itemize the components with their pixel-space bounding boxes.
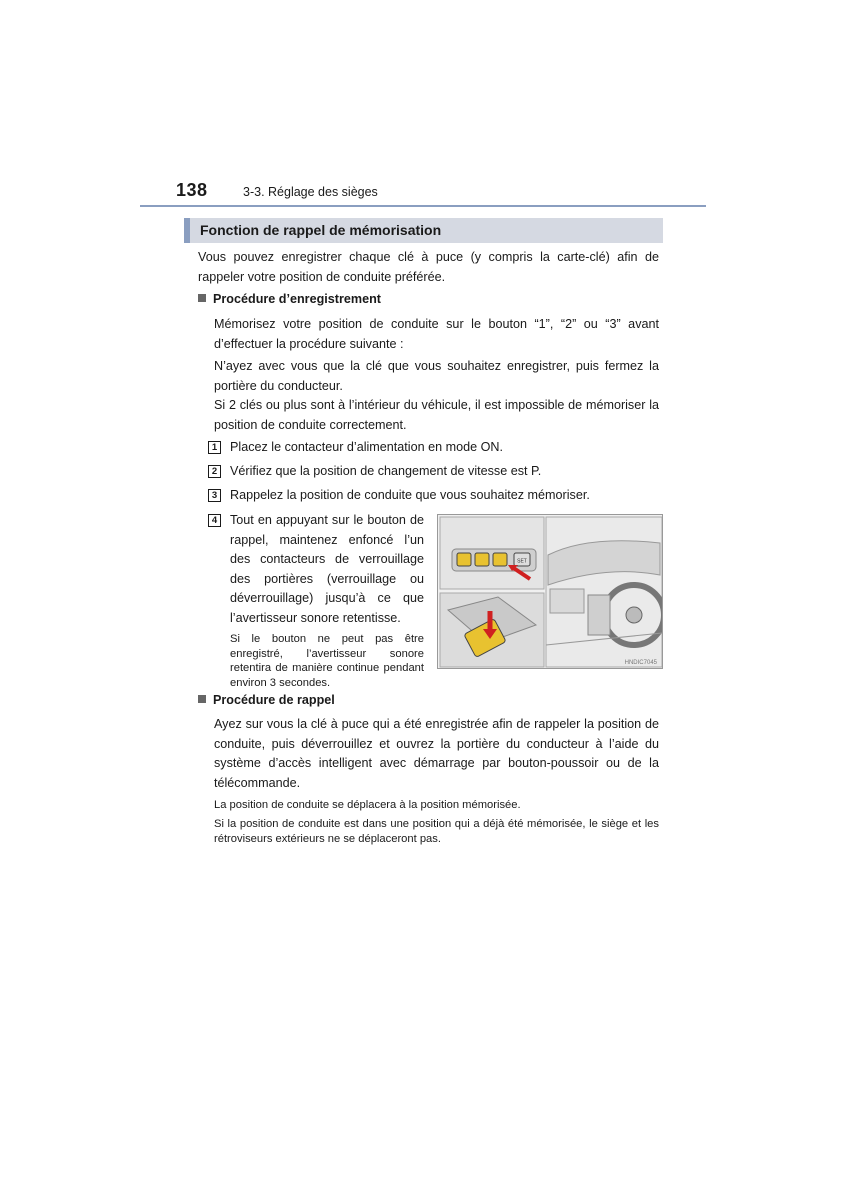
figure-illustration bbox=[438, 515, 663, 669]
header-rule bbox=[140, 205, 706, 207]
section-title: Fonction de rappel de mémorisation bbox=[200, 222, 442, 238]
page-number: 138 bbox=[176, 180, 208, 200]
step-4-number: 4 bbox=[208, 514, 221, 527]
set-button-label: SET bbox=[517, 558, 527, 565]
recall-heading bbox=[198, 693, 335, 707]
step-3-number: 3 bbox=[208, 489, 221, 502]
bullet-square-icon bbox=[198, 294, 206, 302]
registration-heading-text: Procédure d’enregistrement bbox=[213, 292, 381, 306]
intro-paragraph: Vous pouvez enregistrer chaque clé à puce (y compris la carte-clé) afin de rappeler votre position de conduite préférée. bbox=[198, 250, 659, 284]
registration-heading bbox=[198, 292, 381, 306]
step-4-text: Tout en appuyant sur le bouton de rappel, maintenez enfoncé l’un des contacteurs de verrouillage des portières (verrouillage ou déverrouillage) jusqu’à ce que l’avertisseur sonore retentisse. bbox=[230, 513, 424, 625]
step-1-number: 1 bbox=[208, 441, 221, 454]
recall-note-1: La position de conduite se déplacera à la position mémorisée. bbox=[214, 799, 521, 811]
recall-note-2: Si la position de conduite est dans une position qui a déjà été mémorisée, le siège et les rétroviseurs extérieurs ne se déplaceront pas. bbox=[214, 818, 659, 845]
step-2-number: 2 bbox=[208, 465, 221, 478]
bullet-square-icon bbox=[198, 695, 206, 703]
step-2-text: Vérifiez que la position de changement de vitesse est P. bbox=[230, 464, 542, 478]
section-bar bbox=[184, 218, 663, 243]
registration-para-1: Mémorisez votre position de conduite sur le bouton “1”, “2” ou “3” avant d’effectuer la procédure suivante : bbox=[214, 317, 659, 351]
figure-code: HNDIC7045 bbox=[624, 660, 657, 666]
step-1-text: Placez le contacteur d’alimentation en mode ON. bbox=[230, 440, 504, 454]
running-head: 3-3. Réglage des sièges bbox=[243, 185, 378, 199]
registration-para-2: N’ayez avec vous que la clé que vous souhaitez enregistrer, puis fermez la portière du conducteur. bbox=[214, 359, 659, 393]
step-3-text: Rappelez la position de conduite que vous souhaitez mémoriser. bbox=[230, 488, 590, 502]
recall-heading-text: Procédure de rappel bbox=[213, 693, 335, 707]
memory-recall-figure bbox=[437, 514, 663, 669]
recall-paragraph: Ayez sur vous la clé à puce qui a été enregistrée afin de rappeler la position de conduite, puis déverrouillez et ouvrez la portière du conducteur à l’aide du système d’accès intelligent avec démarrage par bouton-poussoir ou de la télécommande. bbox=[214, 717, 659, 790]
registration-para-3: Si 2 clés ou plus sont à l’intérieur du véhicule, il est impossible de mémoriser la position de conduite correctement. bbox=[214, 398, 659, 432]
step-4-note: Si le bouton ne peut pas être enregistré, l’avertisseur sonore retentira de manière continue pendant environ 3 secondes. bbox=[230, 633, 424, 689]
